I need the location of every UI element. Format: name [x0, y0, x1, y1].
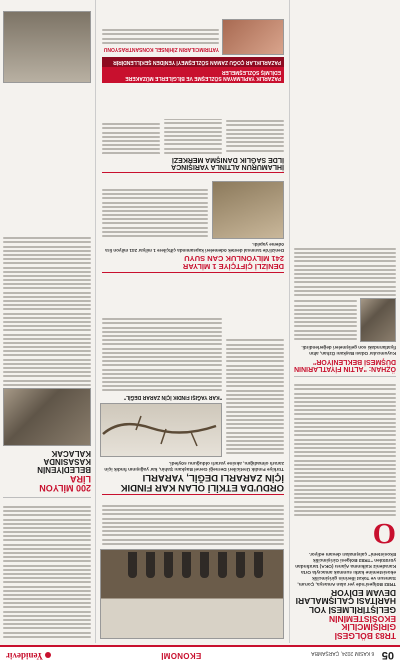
main-body-text	[294, 384, 396, 516]
ozhan-dek: Kuyumcular Odası Başkanı Özhan, altın fiyatlarındaki son gelişmeleri değerlendirdi.	[301, 344, 396, 356]
promo-banner-line-1: PAZARLIK YAPILMAYAN SÖZLEŞME VE BİLGİLERLE MÜZAKERE EDİLMİŞ SÖZLEŞMELER	[102, 67, 284, 83]
denizli-headline-1: DENİZLİ ÇİFTÇİYE 1 MİLYAR	[182, 262, 284, 271]
findik-story	[102, 316, 284, 495]
budget-headline-2: BELEDİYENİN	[37, 465, 91, 475]
budget-headline-4: KALACAK	[51, 449, 91, 459]
budget-kicker: 200 MİLYON	[39, 482, 91, 493]
logo-text: Yenidevir	[6, 651, 43, 661]
promo-tag: YATIRIMCILARIN ZİHİNSEL KONSANTRASYONU	[103, 46, 219, 52]
right-column	[0, 0, 96, 643]
ihlamur-headline-2: İLDE SAĞLIK DANIŞMA MERKEZİ	[171, 155, 284, 163]
findik-body-col-1	[226, 316, 284, 457]
page-number: 05	[381, 649, 394, 661]
drop-cap: O	[372, 517, 396, 551]
denizli-body	[102, 181, 208, 239]
ihlamur-story	[102, 120, 284, 173]
ozhan-story	[290, 244, 400, 374]
right-top-body	[3, 506, 91, 638]
ozhan-body-text	[294, 298, 357, 342]
budget-body	[3, 237, 91, 386]
ihlamur-body	[102, 120, 284, 154]
ozhan-body-text-2	[294, 248, 396, 296]
budget-story	[0, 233, 95, 494]
logo-dot-icon	[45, 652, 51, 658]
main-headline-5: DEVAM EDİYOR	[330, 587, 396, 598]
main-headline-1: TR83 BÖLGESİ GİRİŞİMCİLİK	[334, 622, 396, 641]
right-bottom-photo	[3, 11, 91, 83]
findik-dek: Türkiye Fındık Üreticileri Derneği Genel Başkanı Şahin, kar yağışının fındık için zararlı olmadığını, aksine yararlı olduğunu söyledi.	[104, 459, 284, 471]
newspaper-logo	[6, 651, 51, 661]
promo-banner	[102, 19, 284, 83]
page-header	[0, 645, 400, 665]
main-headline-2: EKOSİSTEMİNİN	[328, 613, 396, 624]
promo-body	[102, 29, 219, 44]
main-headline-4: HARİTASI ÇALIŞMALARI	[295, 596, 396, 607]
branch-illustration	[101, 404, 221, 456]
promo-photo	[222, 19, 284, 55]
ozhan-headline-2: DÜŞMESİ BEKLENİYOR"	[312, 357, 396, 365]
findik-body-col-2	[102, 318, 222, 391]
ozhan-portrait-photo	[360, 298, 396, 342]
section-label: EKONOMİ	[160, 651, 202, 661]
denizli-dek: Denizli'de tarımsal destek ödemeleri kapsamında çiftçilere 1 milyar 241 milyon lira ödeme yapıldı.	[105, 241, 284, 253]
main-dek: TR83 Bölgesi'nde yer alan Amasya, Çorum, Samsun ve Tokat illerinin girişimcilik ekosistemine katkı sunmak amacıyla Orta Karadeniz Kalkınma Ajansı (OKA) tarafından yürütülen "TR83 Bölgesi Girişimcilik Ekosistemi" çalışmaları devam ediyor.	[295, 551, 396, 587]
hazelnut-branch-photo	[100, 403, 222, 457]
main-headline-3: GELİŞTİRİLMESİ YOL	[308, 605, 396, 616]
main-body-continued	[102, 503, 284, 547]
budget-headline-3: KASASINDA	[43, 457, 91, 467]
budget-headline-1: LİRA	[70, 473, 91, 484]
findik-subhead: "KAR YAĞIŞI FINDIK İÇİN ZARAR DEĞİL"	[123, 393, 222, 400]
promo-banner-line-2: PAZARLIKLAR ÇOĞU ZAMAN SÖZLEŞMEYİ YENİDEN ŞEKİLLENDİRİR	[102, 57, 284, 67]
group-photo	[100, 549, 284, 639]
denizli-story	[102, 181, 284, 273]
farmer-photo	[212, 181, 284, 239]
middle-column	[98, 0, 288, 643]
issue-date: 6 KASIM 2024, ÇARŞAMBA	[311, 650, 375, 656]
denizli-headline-2: 241 MİLYONLUK CAN SUYU	[184, 254, 284, 264]
findik-headline-1: ORDU'DA ETKİLİ OLAN KAR FINDIK	[120, 482, 284, 493]
ihlamur-headline-1: İHLAMURUN ALTINLA YARIŞINCA	[171, 163, 284, 170]
mayor-portrait-photo	[3, 388, 91, 446]
main-story-column	[289, 0, 400, 643]
ozhan-headline-1: ÖZHAN: "ALTIN FİYATLARININ	[294, 364, 396, 372]
page-number-group	[311, 647, 394, 665]
findik-headline-2: İÇİN ZARARLI DEĞİL, YARARLI	[142, 472, 284, 484]
